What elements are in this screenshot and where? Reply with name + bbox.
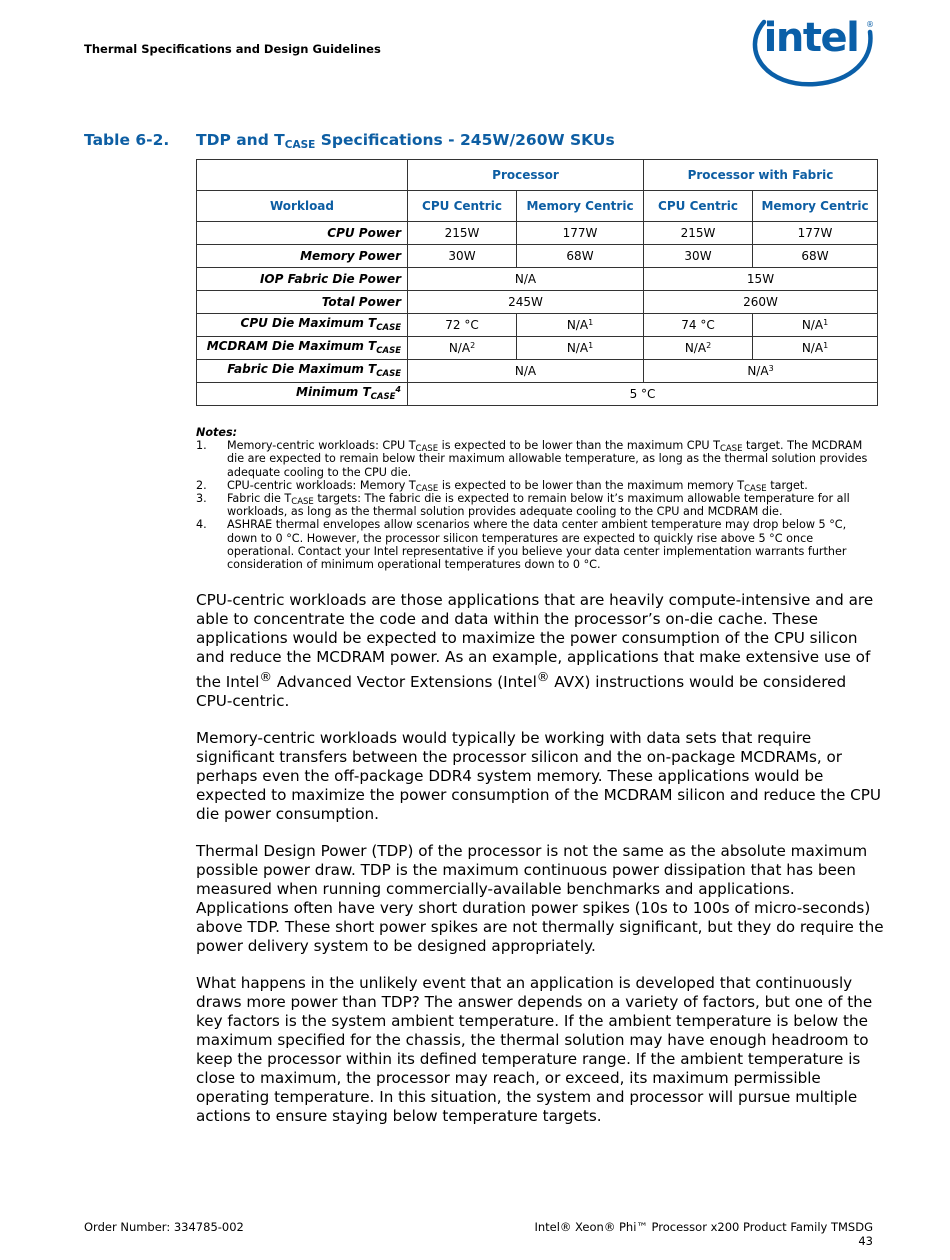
table-cell: $N/A^1$ <box>753 314 878 337</box>
table-cell: $N/A^2$ <box>644 337 753 360</box>
table-row <box>197 314 878 337</box>
table-notes <box>196 426 876 571</box>
body-text <box>196 591 886 1144</box>
table-row <box>197 222 878 245</box>
note-item: 3. Fabric die $T_{CASE}$ targets: The fabric die is expected to remain below it’s maximum allowable temperature for all workloads, as long as the thermal solution provides adequate cooling to the CPU and MCDRAM die. <box>196 492 850 519</box>
group-header-fabric: Processor with Fabric <box>644 160 878 191</box>
table-cell: 68W <box>517 245 644 268</box>
table-cell: 215W <box>644 222 753 245</box>
row-label: Memory Power <box>197 245 408 268</box>
table-cell: 177W <box>517 222 644 245</box>
table-cell: 72 °C <box>408 314 517 337</box>
table-cell: 30W <box>644 245 753 268</box>
column-header-workload: Workload <box>197 191 408 222</box>
column-header-fabric-mem: Memory Centric <box>753 191 878 222</box>
table-number: Table 6-2. <box>84 131 170 149</box>
table-cell: 177W <box>753 222 878 245</box>
table-row <box>197 337 878 360</box>
table-cell: $N/A^1$ <box>517 314 644 337</box>
notes-title: Notes: <box>196 426 238 439</box>
logo-registered-mark: ® <box>866 20 874 29</box>
table-cell: 5 °C <box>408 383 878 406</box>
intel-logo <box>746 2 876 88</box>
column-header-proc-mem: Memory Centric <box>517 191 644 222</box>
note-item: 2. CPU-centric workloads: Memory $T_{CASE}$ is expected to be lower than the maximum memory $T_{CASE}$ target. <box>196 478 808 494</box>
table-cell: 260W <box>644 291 878 314</box>
column-header-proc-cpu: CPU Centric <box>408 191 517 222</box>
empty-corner-cell <box>197 160 408 191</box>
table-caption: Table 6-2. TDP and $T_{CASE}$ Specifications - 245W/260W SKUs <box>84 131 615 151</box>
table-cell: $N/A^2$ <box>408 337 517 360</box>
table-cell: 30W <box>408 245 517 268</box>
footer-product <box>534 1220 873 1248</box>
paragraph: CPU-centric workloads are those applications that are heavily compute-intensive and are able to concentrate the code and data within the processor’s on-die cache. These applications would be expected to maximize the power consumption of the CPU silicon and reduce the MCDRAM power. As an example, applications that make extensive use of the Intel® Advanced Vector Extensions (Intel® AVX) instructions would be considered CPU-centric. <box>196 591 874 711</box>
running-header: Thermal Specifications and Design Guidelines <box>84 42 381 56</box>
table-cell: 68W <box>753 245 878 268</box>
table-cell: 215W <box>408 222 517 245</box>
note-item: 1. Memory-centric workloads: CPU $T_{CASE}$ is expected to be lower than the maximum CPU $T_{CASE}$ target. The MCDRAM die are expected to remain below their maximum allowable temperature, as long as the thermal solution provides adequate cooling to the CPU die. <box>196 439 868 479</box>
tdp-tcase-table <box>196 159 878 406</box>
table-cell: $N/A^1$ <box>517 337 644 360</box>
order-number: Order Number: 334785-002 <box>84 1220 244 1234</box>
table-row <box>197 245 878 268</box>
column-header-fabric-cpu: CPU Centric <box>644 191 753 222</box>
table-row <box>197 291 878 314</box>
group-header-processor: Processor <box>408 160 644 191</box>
table-row <box>197 360 878 383</box>
row-label: IOP Fabric Die Power <box>197 268 408 291</box>
paragraph: Memory-centric workloads would typically be working with data sets that require significant transfers between the processor silicon and the on-package MCDRAMs, or perhaps even the off-package DDR4 system memory. These applications would be expected to maximize the power consumption of the MCDRAM silicon and reduce the CPU die power consumption. <box>196 729 882 824</box>
row-label: Minimum $T_{CASE}^4$ <box>197 383 408 406</box>
table-cell: 245W <box>408 291 644 314</box>
logo-wordmark: intel <box>763 15 859 61</box>
table-column-header-row <box>197 191 878 222</box>
table-row <box>197 268 878 291</box>
row-label: Total Power <box>197 291 408 314</box>
row-label: CPU Power <box>197 222 408 245</box>
paragraph: What happens in the unlikely event that an application is developed that continuously draws more power than TDP? The answer depends on a variety of factors, but one of the key factors is the system ambient temperature. If the ambient temperature is below the maximum specified for the chassis, the thermal solution may have enough headroom to keep the processor within its defined temperature range. If the ambient temperature is close to maximum, the processor may reach, or exceed, its maximum permissible operating temperature. In this situation, the system and processor will pursue multiple actions to ensure staying below temperature targets. <box>196 974 873 1126</box>
table-cell: $N/A^1$ <box>753 337 878 360</box>
table-group-header-row <box>197 160 878 191</box>
table-cell: 15W <box>644 268 878 291</box>
table-cell: N/A <box>408 360 644 383</box>
table-cell: N/A <box>408 268 644 291</box>
page-number: 43 <box>858 1234 873 1248</box>
table-row <box>197 383 878 406</box>
row-label: Fabric Die Maximum $T_{CASE}$ <box>197 360 408 383</box>
table-cell: $N/A^3$ <box>644 360 878 383</box>
row-label: MCDRAM Die Maximum $T_{CASE}$ <box>197 337 408 360</box>
note-item: 4. ASHRAE thermal envelopes allow scenarios where the data center ambient temperature may drop below 5 °C, down to 0 °C. However, the processor silicon temperatures are expected to quickly rise above 5 °C once operational. Contact your Intel representative if you believe your data center implementation warrants further consideration of minimum operational temperatures down to 0 °C. <box>196 518 847 572</box>
product-name: Intel® Xeon® Phi™ Processor x200 Product Family TMSDG <box>534 1220 873 1234</box>
table-cell: 74 °C <box>644 314 753 337</box>
row-label: CPU Die Maximum $T_{CASE}$ <box>197 314 408 337</box>
paragraph: Thermal Design Power (TDP) of the processor is not the same as the absolute maximum possible power draw. TDP is the maximum continuous power dissipation that has been measured when running commercially-available benchmarks and applications. Applications often have very short duration power spikes (10s to 100s of micro-seconds) above TDP. These short power spikes are not thermally significant, but they do require the power delivery system to be designed appropriately. <box>196 842 884 956</box>
